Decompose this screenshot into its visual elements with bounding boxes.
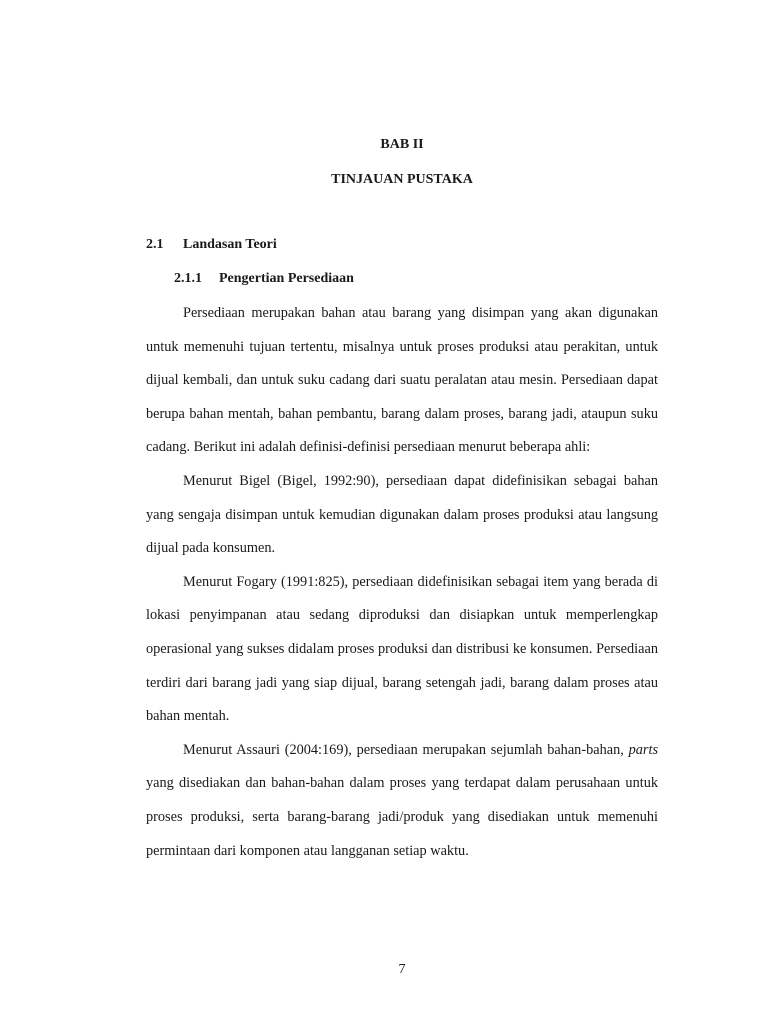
page-number: 7 — [398, 962, 406, 977]
subsection-number: 2.1.1 — [174, 271, 202, 286]
paragraph-assauri-part1: Menurut Assauri (2004:169), persediaan merupakan sejumlah bahan-bahan, — [183, 741, 624, 758]
section-number: 2.1 — [146, 237, 164, 252]
chapter-title: TINJAUAN PUSTAKA — [331, 172, 473, 187]
subsection-heading — [174, 271, 354, 287]
paragraph-definition: Persediaan merupakan bahan atau barang yang disimpan yang akan digunakan untuk memenuhi tujuan tertentu, misalnya untuk proses produksi atau perakitan, untuk dijual kembali, dan untuk suku cadang dari suatu peralatan atau mesin. Persediaan dapat berupa bahan mentah, bahan pembantu, barang dalam proses, barang jadi, ataupun suku cadang. Berikut ini adalah definisi-definisi persediaan menurut beberapa ahli: — [146, 305, 658, 456]
section-label: Landasan Teori — [183, 237, 277, 252]
subsection-label: Pengertian Persediaan — [219, 271, 354, 286]
body-text — [146, 297, 658, 868]
section-heading — [146, 237, 277, 253]
paragraph-fogary: Menurut Fogary (1991:825), persediaan didefinisikan sebagai item yang berada di lokasi penyimpanan atau sedang diproduksi dan disiapkan untuk memperlengkap operasional yang sukses didalam proses produksi dan distribusi ke konsumen. Persediaan terdiri dari barang jadi yang siap dijual, barang setengah jadi, barang dalam proses atau bahan mentah. — [146, 573, 658, 725]
paragraph-bigel: Menurut Bigel (Bigel, 1992:90), persediaan dapat didefinisikan sebagai bahan yang sengaja disimpan untuk kemudian digunakan dalam proses produksi atau langsung dijual pada konsumen. — [146, 472, 658, 557]
chapter-heading: BAB II — [380, 137, 424, 152]
italic-term-parts: parts — [628, 741, 659, 758]
paragraph-assauri-part2: yang disediakan dan bahan-bahan dalam proses yang terdapat dalam perusahaan untuk proses produksi, serta barang-barang jadi/produk yang disediakan untuk memenuhi permintaan dari komponen atau langganan setiap waktu. — [146, 775, 658, 859]
paragraph-assauri — [146, 734, 658, 868]
